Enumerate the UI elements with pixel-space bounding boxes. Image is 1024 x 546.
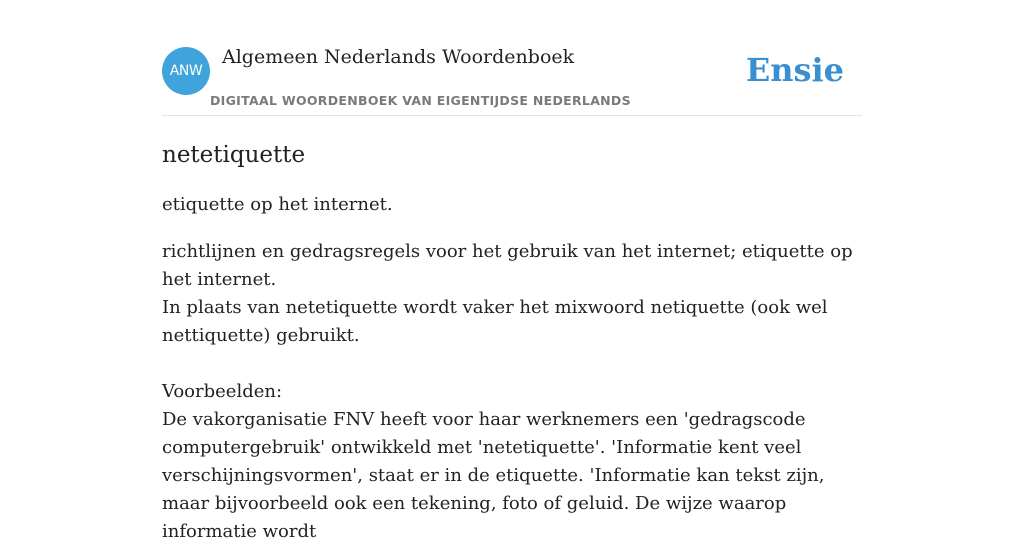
site-title[interactable]: Algemeen Nederlands Woordenboek	[222, 46, 575, 68]
site-subtitle: DIGITAAL WOORDENBOEK VAN EIGENTIJDSE NEDERLANDS	[210, 93, 631, 108]
short-definition: etiquette op het internet.	[162, 194, 393, 215]
site-header	[162, 0, 862, 116]
entry-content	[162, 138, 862, 546]
entry-headword: netetiquette	[162, 142, 306, 168]
anw-logo[interactable]: ANW	[162, 47, 210, 95]
ensie-brand-logo[interactable]: Ensie	[745, 51, 844, 89]
long-definition: richtlijnen en gedragsregels voor het gebruik van het internet; etiquette op het internet. In plaats van netetiquette wordt vaker het mixwoord netiquette (ook wel nettiquette) gebruikt. Voorbeelden: De vakorganisatie FNV heeft voor haar werknemers een 'gedragscode computergebruik' ontwikkeld met 'netetiquette'. 'Informatie kent veel verschijningsvormen', staat er in de etiquette. 'Informatie kan tekst zijn, maar bijvoorbeeld ook een tekening, foto of geluid. De wijze waarop informatie wordt	[162, 241, 853, 542]
